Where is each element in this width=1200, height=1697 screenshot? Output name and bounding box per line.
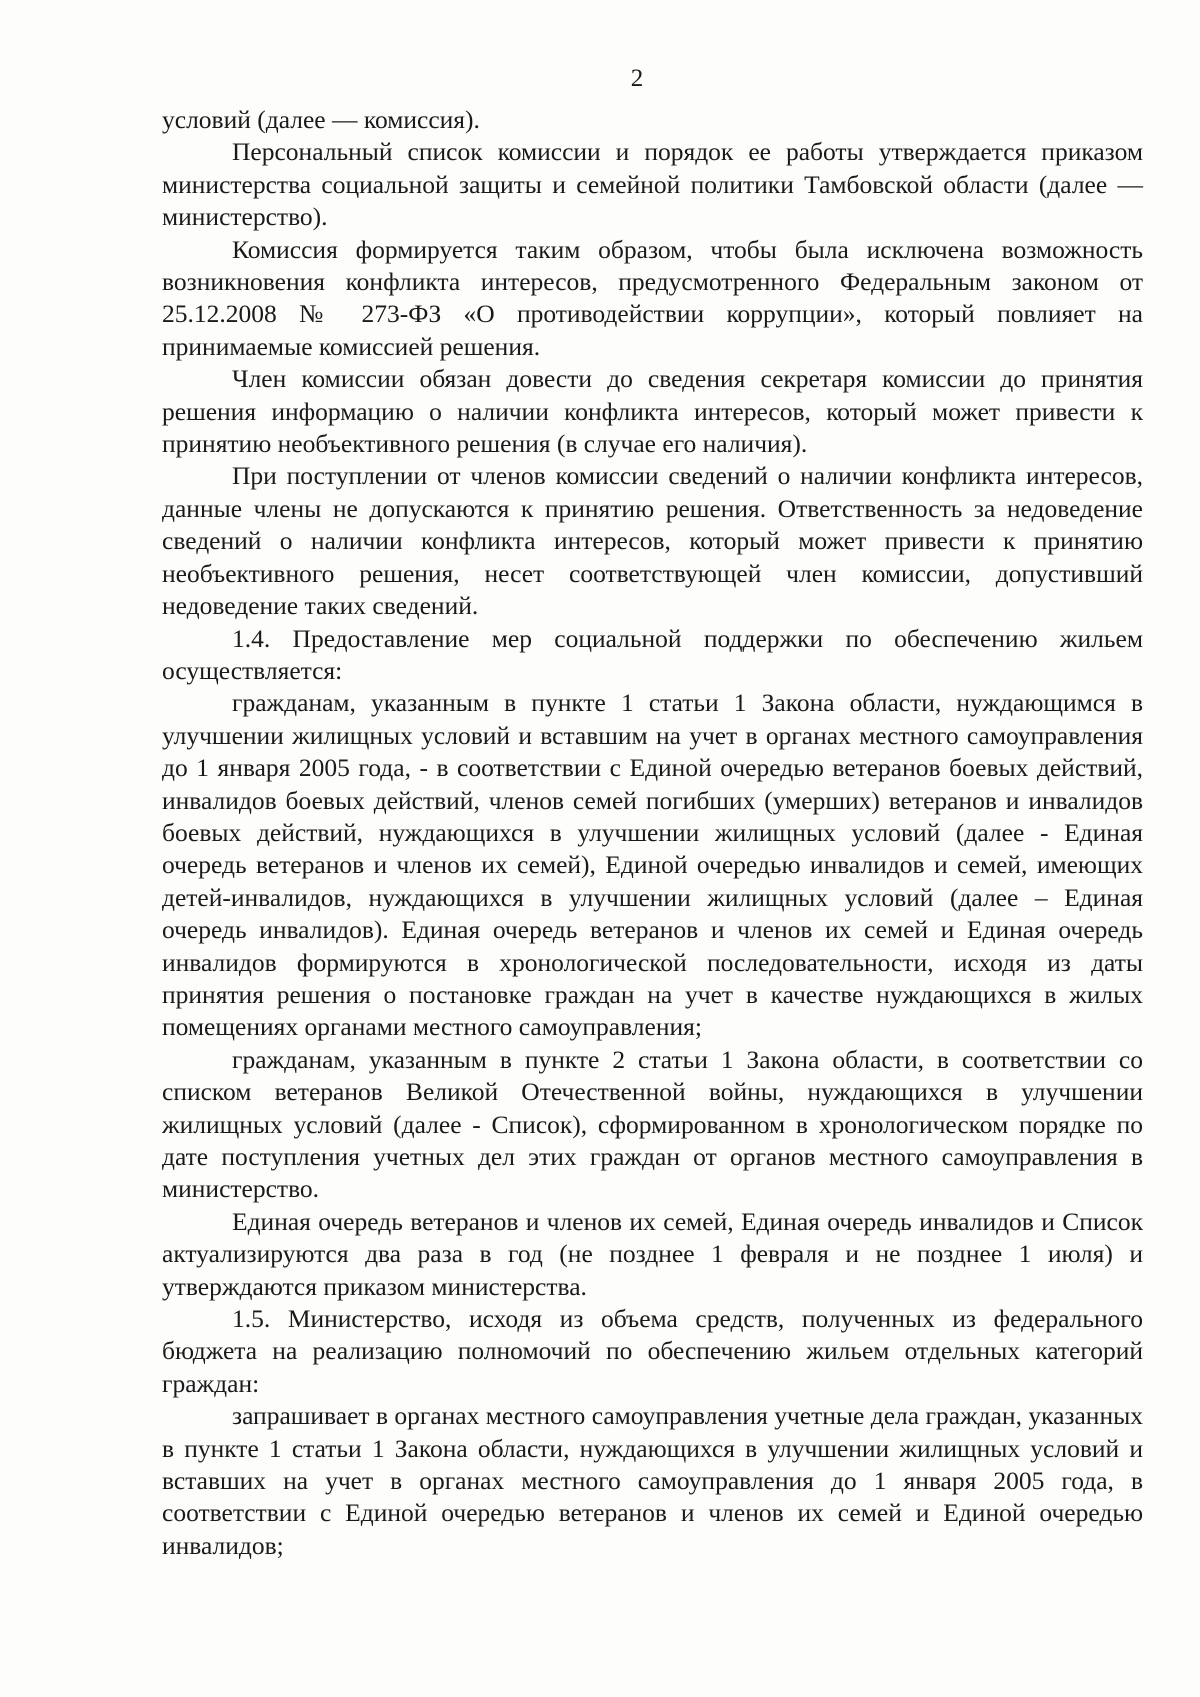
document-body: [162, 104, 1143, 1562]
paragraph-7: гражданам, указанным в пункте 1 статьи 1 Закона области, нуждающимся в улучшении жилищных условий и вставшим на учет в органах местного самоуправления до 1 января 2005 года, - в соответствии с Единой очередью ветеранов боевых действий, инвалидов боевых действий, членов семей погибших (умерших) ветеранов и инвалидов боевых действий, нуждающихся в улучшении жилищных условий (далее - Единая очередь ветеранов и членов их семей), Единой очередью инвалидов и семей, имеющих детей-инвалидов, нуждающихся в улучшении жилищных условий (далее – Единая очередь инвалидов). Единая очередь ветеранов и членов их семей и Единая очередь инвалидов формируются в хронологической последовательности, исходя из даты принятия решения о постановке граждан на учет в качестве нуждающихся в жилых помещениях органами местного самоуправления;: [162, 688, 1143, 1042]
paragraph-2: Персональный список комиссии и порядок ее работы утверждается приказом министерства социальной защиты и семейной политики Тамбовской области (далее — министерство).: [162, 137, 1143, 232]
page-number: 2: [630, 65, 644, 92]
paragraph-6: 1.4. Предоставление мер социальной поддержки по обеспечению жильем осуществляется:: [162, 623, 1143, 685]
paragraph-8: гражданам, указанным в пункте 2 статьи 1 Закона области, в соответствии со списком ветеранов Великой Отечественной войны, нуждающихся в улучшении жилищных условий (далее - Список), сформированном в хронологическом порядке по дате поступления учетных дел этих граждан от органов местного самоуправления в министерство.: [162, 1044, 1143, 1204]
paragraph-3: Комиссия формируется таким образом, чтобы была исключена возможность возникновения конфликта интересов, предусмотренного Федеральным законом от 25.12.2008 № 273-ФЗ «О противодействии коррупции», который повлияет на принимаемые комиссией решения.: [162, 234, 1143, 361]
paragraph-4: Член комиссии обязан довести до сведения секретаря комиссии до принятия решения информацию о наличии конфликта интересов, который может привести к принятию необъективного решения (в случае его наличия).: [162, 364, 1143, 459]
paragraph-11: запрашивает в органах местного самоуправления учетные дела граждан, указанных в пункте 1 статьи 1 Закона области, нуждающихся в улучшении жилищных условий и вставших на учет в органах местного самоуправления до 1 января 2005 года, в соответствии с Единой очередью ветеранов и членов их семей и Единой очередью инвалидов;: [162, 1401, 1143, 1560]
paragraph-5: При поступлении от членов комиссии сведений о наличии конфликта интересов, данные члены не допускаются к принятию решения. Ответственность за недоведение сведений о наличии конфликта интересов, который может привести к принятию необъективного решения, несет соответствующей член комиссии, допустивший недоведение таких сведений.: [162, 461, 1143, 621]
paragraph-9: Единая очередь ветеранов и членов их семей, Единая очередь инвалидов и Список актуализируются два раза в год (не позднее 1 февраля и не позднее 1 июля) и утверждаются приказом министерства.: [162, 1206, 1143, 1301]
paragraph-10: 1.5. Министерство, исходя из объема средств, полученных из федерального бюджета на реализацию полномочий по обеспечению жильем отдельных категорий граждан:: [162, 1304, 1143, 1398]
paragraph-1: условий (далее — комиссия).: [162, 105, 480, 134]
